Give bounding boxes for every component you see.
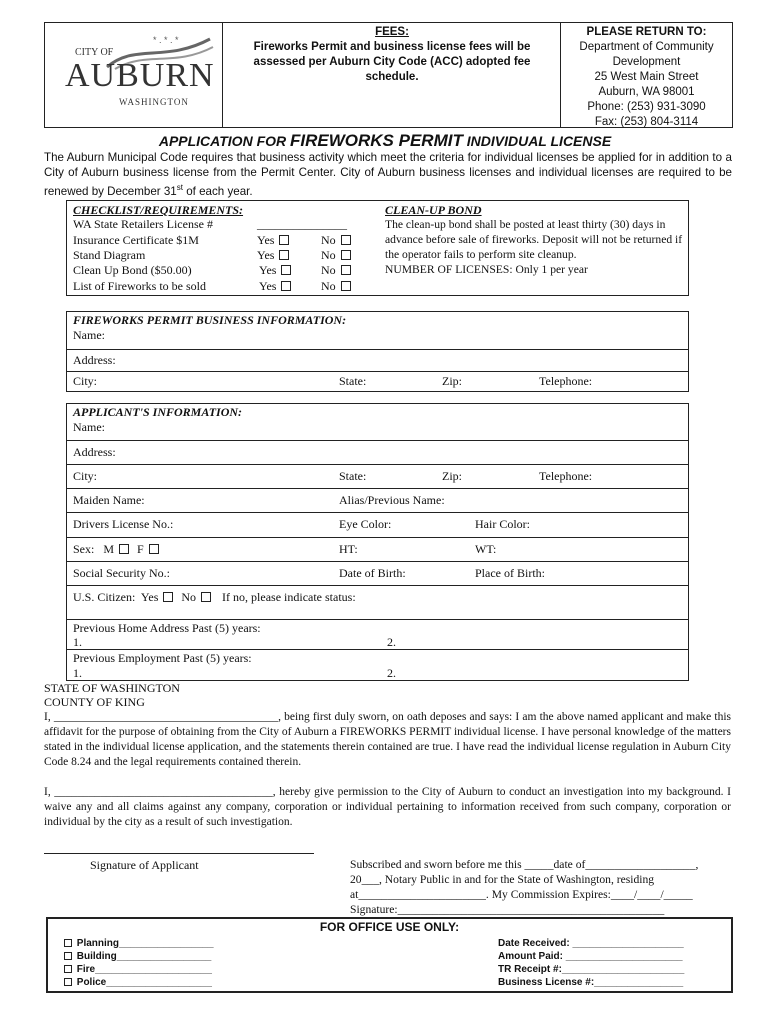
maiden-row	[67, 489, 688, 513]
city-logo	[45, 23, 222, 127]
sex-male-label: M	[103, 542, 115, 556]
business-name-row	[67, 312, 688, 350]
intro-text: The Auburn Municipal Code requires that business activity which meet the criteria for individual licenses be applied for in addition to a City of Auburn business license from the Permit Center. City of Auburn business licenses and individual licenses are required to be renewed by December 31	[44, 151, 732, 198]
checklist-item-label: Stand Diagram	[73, 248, 146, 262]
fees-text: Fireworks Permit and business license fees will be assessed per Auburn City Code (ACC) adopted fee schedule.	[253, 41, 531, 83]
office-building-item[interactable]: Building_________________	[62, 950, 214, 963]
citizen-no-checkbox[interactable]	[201, 592, 211, 602]
checkbox[interactable]	[341, 235, 351, 245]
office-heading: FOR OFFICE USE ONLY:	[319, 920, 460, 934]
business-address-field[interactable]: Address:	[73, 353, 116, 367]
checklist-item-label: List of Fireworks to be sold	[73, 279, 206, 293]
return-cell	[561, 25, 732, 130]
no-option[interactable]: No	[321, 279, 353, 294]
business-info-box	[66, 311, 689, 392]
business-heading: FIREWORKS PERMIT BUSINESS INFORMATION:	[73, 313, 347, 327]
prev-home-row	[67, 620, 688, 650]
retailers-license-blank: _______________	[257, 217, 347, 231]
checklist-item-label: Insurance Certificate $1M	[73, 233, 199, 247]
cleanup-heading: CLEAN-UP BOND	[385, 203, 482, 217]
sex-field	[73, 542, 161, 557]
checkbox[interactable]	[64, 965, 72, 973]
applicant-city-field[interactable]: City:	[73, 469, 98, 483]
checkbox[interactable]	[64, 978, 72, 986]
prev-home-1[interactable]: 1.	[73, 635, 82, 649]
affidavit-state: STATE OF WASHINGTON	[44, 681, 180, 695]
return-heading: PLEASE RETURN TO:	[586, 26, 707, 38]
tr-receipt-field[interactable]: TR Receipt #:______________________	[498, 964, 685, 975]
intro-superscript: st	[176, 183, 183, 192]
return-line: Auburn, WA 98001	[598, 86, 695, 98]
title-part3: INDIVIDUAL LICENSE	[462, 133, 612, 149]
yes-option[interactable]: Yes	[257, 248, 291, 263]
licenses-text: NUMBER OF LICENSES: Only 1 per year	[385, 263, 588, 276]
title-part2: FIREWORKS PERMIT	[290, 131, 463, 150]
business-name-field[interactable]: Name:	[73, 328, 105, 342]
yes-option[interactable]: Yes	[259, 279, 293, 294]
office-police-item[interactable]: Police___________________	[62, 976, 214, 989]
affidavit-paragraph-1: I, _______________________________________, being first duly sworn, on oath deposes and says: I am the above named applicant and make this affidavit for the purpose of obtaining from the City of Auburn a FIREWORKS PERMIT individual license. I have personal knowledge of the matters stated in the individual license application, and the statements therein contained are true. I have read the individual license regulation in Auburn City Code 8.24 and the legal requirements contained therein.	[44, 711, 731, 768]
business-license-field[interactable]: Business License #:________________	[498, 977, 684, 988]
yes-option[interactable]: Yes	[259, 263, 293, 278]
yes-option[interactable]: Yes	[257, 233, 291, 248]
prev-home-2[interactable]: 2.	[387, 635, 396, 649]
intro-paragraph	[44, 150, 732, 199]
maiden-name-field[interactable]: Maiden Name:	[73, 493, 145, 507]
fees-heading: FEES:	[375, 26, 409, 38]
ssn-row	[67, 562, 688, 586]
header-divider-1	[222, 23, 223, 127]
checkbox[interactable]	[279, 250, 289, 260]
checkbox[interactable]	[64, 952, 72, 960]
citizen-status-field[interactable]: If no, please indicate status:	[222, 590, 356, 604]
drivers-row	[67, 513, 688, 538]
applicant-info-box	[66, 403, 689, 681]
no-option[interactable]: No	[321, 263, 353, 278]
return-line: Department of Community	[579, 41, 714, 53]
sex-female-label: F	[137, 542, 144, 556]
hair-color-field[interactable]: Hair Color:	[475, 517, 530, 531]
cleanup-text: The clean-up bond shall be posted at least thirty (30) days in advance before sale of fireworks. Deposit will not be returned if the operator fails to perform site cleanup.	[385, 218, 683, 261]
prev-home-label: Previous Home Address Past (5) years:	[73, 621, 261, 635]
logo-washington: WASHINGTON	[119, 97, 189, 107]
fees-cell	[227, 25, 557, 85]
applicant-address-field[interactable]: Address:	[73, 445, 116, 459]
sex-row	[67, 538, 688, 562]
amount-paid-field[interactable]: Amount Paid: _____________________	[498, 951, 683, 962]
return-line: Phone: (253) 931-3090	[587, 101, 706, 113]
checkbox[interactable]	[341, 281, 351, 291]
citizen-no-label: No	[181, 590, 197, 604]
notary-line-2: 20___, Notary Public in and for the State of Washington, residing	[350, 873, 655, 886]
business-zip-field[interactable]: Zip:	[442, 374, 462, 388]
date-received-field[interactable]: Date Received: ____________________	[498, 938, 684, 949]
applicant-heading: APPLICANT'S INFORMATION:	[73, 405, 243, 419]
prev-emp-label: Previous Employment Past (5) years:	[73, 651, 252, 665]
affidavit-county: COUNTY OF KING	[44, 695, 145, 709]
checklist-item-label: Clean Up Bond ($50.00)	[73, 263, 192, 277]
header-box	[44, 22, 733, 128]
applicant-name-row	[67, 404, 688, 441]
no-option[interactable]: No	[321, 248, 353, 263]
no-option[interactable]: No	[321, 233, 353, 248]
applicant-address-row	[67, 441, 688, 465]
business-state-field[interactable]: State:	[339, 374, 367, 388]
logo-auburn: AUBURN	[65, 57, 215, 94]
notary-line-4: Signature:______________________________________________	[350, 903, 665, 916]
citizen-row	[67, 586, 688, 620]
checkbox[interactable]	[281, 265, 291, 275]
prev-emp-1[interactable]: 1.	[73, 666, 82, 680]
dob-field[interactable]: Date of Birth:	[339, 566, 406, 580]
office-left-column	[62, 937, 214, 989]
applicant-city-row	[67, 465, 688, 489]
return-line: Development	[612, 56, 681, 68]
citizen-label: U.S. Citizen:	[73, 590, 136, 604]
citizen-yes-checkbox[interactable]	[163, 592, 173, 602]
sex-female-checkbox[interactable]	[149, 544, 159, 554]
checklist-heading: CHECKLIST/REQUIREMENTS:	[73, 203, 244, 217]
applicant-telephone-field[interactable]: Telephone:	[539, 469, 593, 483]
office-planning-item[interactable]: Planning_________________	[62, 937, 214, 950]
checkbox[interactable]	[341, 265, 351, 275]
sex-label: Sex:	[73, 542, 95, 556]
applicant-zip-field[interactable]: Zip:	[442, 469, 462, 483]
notary-line-1: Subscribed and sworn before me this _____date of___________________,	[350, 858, 699, 871]
return-line: Fax: (253) 804-3114	[594, 116, 699, 128]
alias-name-field[interactable]: Alias/Previous Name:	[339, 493, 445, 507]
checklist-box	[66, 200, 689, 296]
notary-line-3: at______________________. My Commission Expires:____/____/_____	[350, 888, 693, 901]
sex-male-checkbox[interactable]	[119, 544, 129, 554]
applicant-signature-label: Signature of Applicant	[90, 858, 199, 872]
checkbox[interactable]	[341, 250, 351, 260]
prev-emp-2[interactable]: 2.	[387, 666, 396, 680]
applicant-signature-line[interactable]	[44, 853, 314, 854]
citizen-field	[73, 590, 356, 605]
page-title	[0, 131, 770, 151]
office-fire-item[interactable]: Fire_____________________	[62, 963, 214, 976]
return-line: 25 West Main Street	[594, 71, 699, 83]
office-right-column	[498, 937, 684, 989]
checklist-item-label: WA State Retailers License #	[73, 217, 213, 231]
weight-field[interactable]: WT:	[475, 542, 497, 556]
logo-stars: * . * . *	[153, 35, 179, 45]
eye-color-field[interactable]: Eye Color:	[339, 517, 392, 531]
logo-city-of: CITY OF	[75, 47, 114, 58]
title-part1: APPLICATION FOR	[158, 133, 291, 149]
business-city-field[interactable]: City:	[73, 374, 98, 388]
citizen-yes-label: Yes	[140, 590, 159, 604]
affidavit-paragraph-2: I, ______________________________________, hereby give permission to the City of Auburn to conduct an investigation into my background. I waive any and all claims against any company, corporation or individual pertaining to information received from such company, corporation or individual by the city as a result of such investigation.	[44, 786, 731, 828]
checkbox[interactable]	[281, 281, 291, 291]
applicant-state-field[interactable]: State:	[339, 469, 367, 483]
intro-text-end: of each year.	[183, 184, 253, 198]
applicant-name-field[interactable]: Name:	[73, 420, 105, 434]
pob-field[interactable]: Place of Birth:	[475, 566, 545, 580]
office-use-box	[46, 917, 733, 993]
checkbox[interactable]	[279, 235, 289, 245]
height-field[interactable]: HT:	[339, 542, 358, 556]
business-address-row	[67, 350, 688, 372]
drivers-license-field[interactable]: Drivers License No.:	[73, 517, 174, 531]
business-telephone-field[interactable]: Telephone:	[539, 374, 593, 388]
checkbox[interactable]	[64, 939, 72, 947]
ssn-field[interactable]: Social Security No.:	[73, 566, 170, 580]
